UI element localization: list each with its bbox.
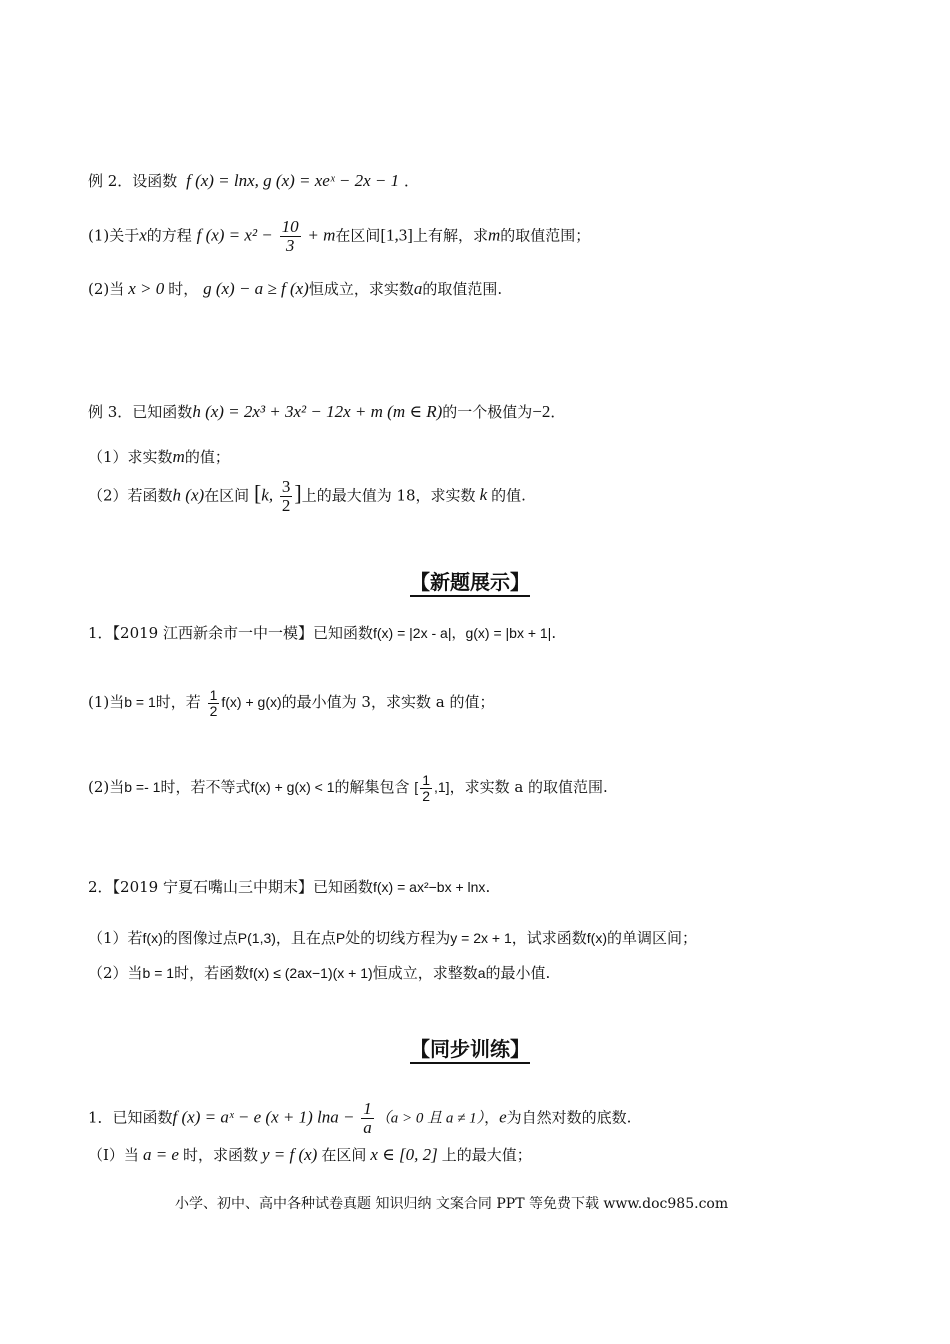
practice1-q1: （Ⅰ）当 a = e 时，求函数 y = f (x) 在区间 x ∈ [0, 2] 上的最大值；: [88, 1145, 532, 1164]
new1-q2: (2)当b =- 1时，若不等式f(x) + g(x) < 1的解集包含 [ $\frac{1}{2}$ ,1]，求实数 a 的取值范围.: [88, 772, 608, 804]
page-footer: 小学、初中、高中各种试卷真题 知识归纳 文案合同 PPT 等免费下载 www.doc985.com: [175, 1196, 729, 1212]
ex2-q2: (2)当 x > 0 时， g (x) − a ≥ f (x)恒成立，求实数a的取值范围.: [88, 279, 503, 298]
new2-q2: （2）当b = 1时，若函数f(x) ≤ (2ax−1)(x + 1)恒成立，求整数a的最小值.: [88, 964, 551, 982]
ex3-q1: （1）求实数m的值；: [88, 447, 230, 466]
new1-q1: (1)当b = 1时，若 $\frac{1}{2}$ f(x) + g(x)的最小值为 3，求实数 a 的值；: [88, 687, 495, 719]
ex3-q2: （2）若函数h (x)在区间 [k, $\frac{3}{2}$ ]上的最大值为 18，求实数 k 的值.: [88, 477, 526, 515]
ex3-stem: 例 3．已知函数h (x) = 2x³ + 3x² − 12x + m (m ∈ R)的一个极值为−2．: [88, 402, 566, 421]
ex2-q1-fraction: $\frac{10}{3}$: [281, 217, 299, 255]
new1-q2-fraction: $\frac{1}{2}$: [422, 772, 430, 804]
new1-stem: 1．【2019 江西新余市一中一模】已知函数f(x) = |2x - a|，g(x) = |bx + 1|.: [88, 624, 557, 642]
ex3-q2-interval: [: [253, 480, 262, 506]
new1-q1-fraction: $\frac{1}{2}$: [209, 687, 218, 719]
new2-q1: （1）若f(x)的图像过点P(1,3)，且在点P处的切线方程为y = 2x + 1，试求函数f(x)的单调区间；: [88, 929, 698, 947]
heading-practice: 【同步训练】: [410, 1037, 530, 1064]
practice1-stem: 1．已知函数f (x) = aˣ − e (x + 1) lna − $\frac{1}{a}$ （a > 0 且 a ≠ 1），e为自然对数的底数.: [88, 1099, 632, 1137]
ex3-q2-fraction: $\frac{3}{2}$: [281, 477, 291, 515]
heading-new-problems: 【新题展示】: [410, 570, 530, 597]
new2-stem: 2．【2019 宁夏石嘴山三中期末】已知函数f(x) = ax²−bx + lnx.: [88, 878, 491, 896]
ex2-q1: (1)关于x的方程 f (x) = x² − $\frac{10}{3}$ + m在区间[1,3]上有解，求m的取值范围；: [88, 217, 591, 255]
practice1-fraction: $\frac{1}{a}$: [363, 1099, 372, 1137]
ex2-stem: 例 2．设函数 f (x) = lnx, g (x) = xeˣ − 2x − 1 ．: [88, 171, 419, 190]
